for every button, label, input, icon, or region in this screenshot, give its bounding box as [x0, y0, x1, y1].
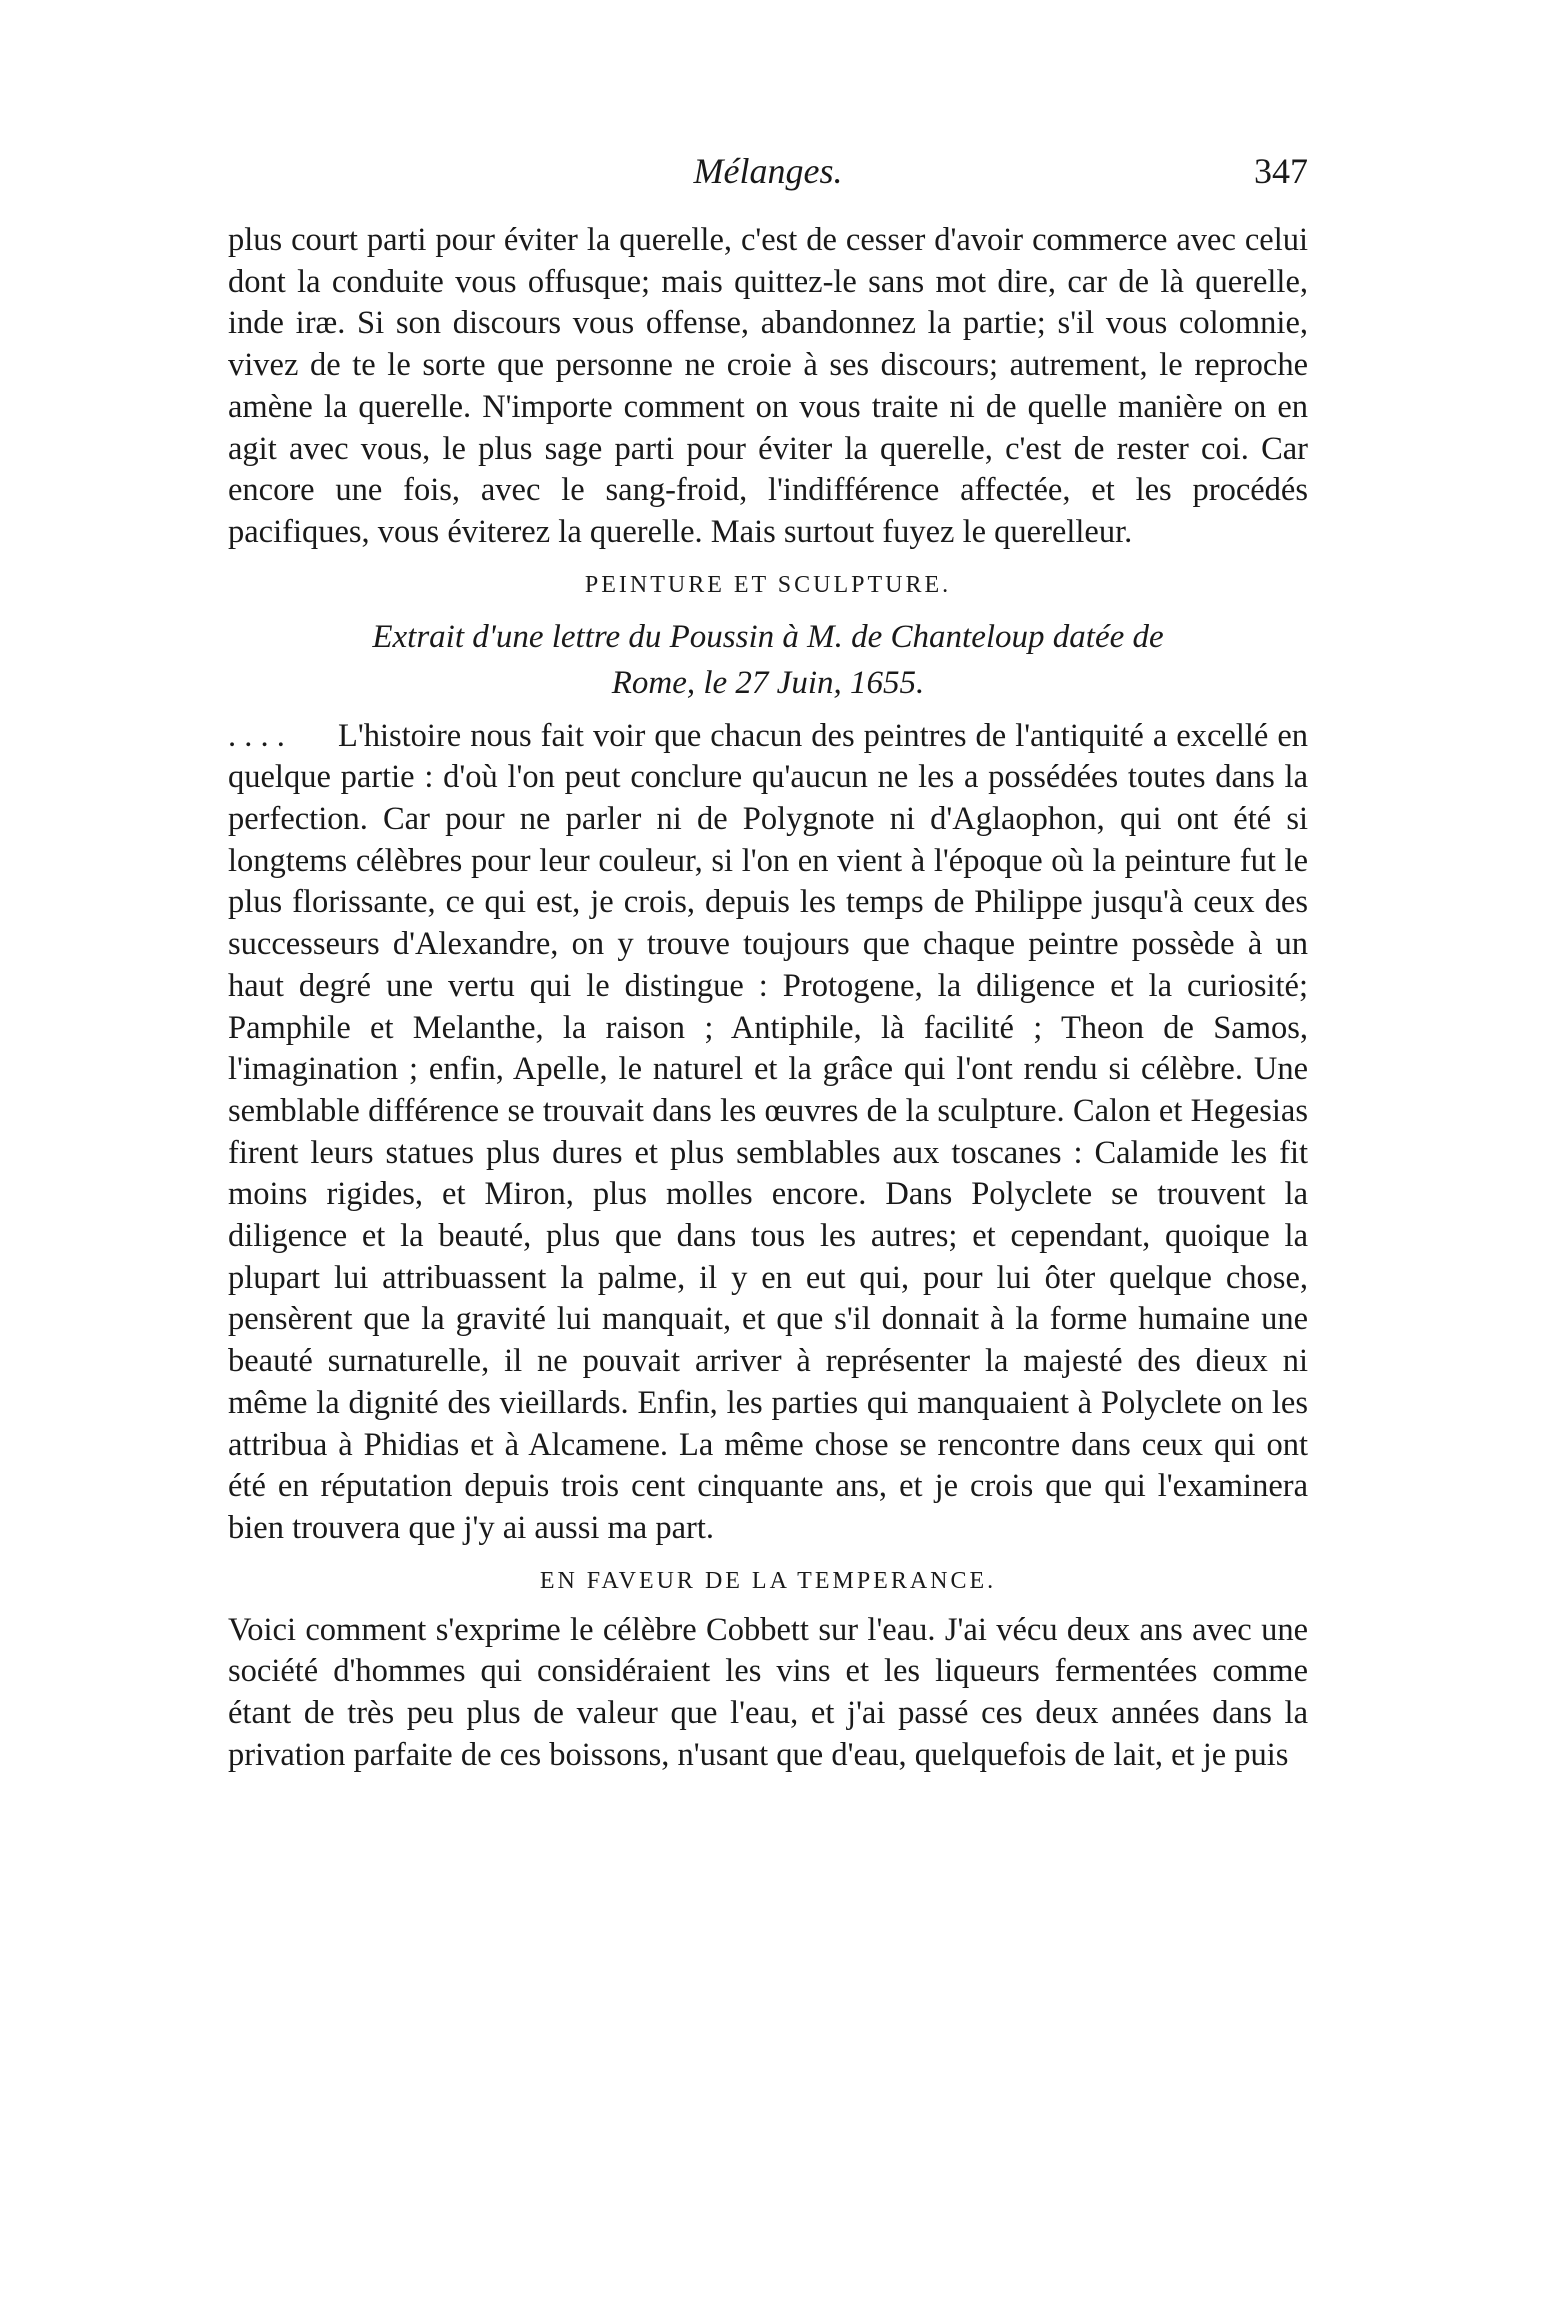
- temperance-paragraph: Voici comment s'exprime le célèbre Cobbett sur l'eau. J'ai vécu deux ans avec une société d'hommes qui considéraient les vins et les liqueurs fermentées comme étant de très peu plus de valeur que l'eau, et j'ai passé ces deux années dans la privation parfaite de ces boissons, n'usant que d'eau, quelquefois de lait, et je puis: [228, 1611, 1308, 1773]
- letter-subtitle-line-2: Rome, le 27 Juin, 1655.: [611, 664, 925, 701]
- painting-paragraph-text: L'histoire nous fait voir que chacun des peintres de l'antiquité a excellé en quelque partie : d'où l'on peut conclure qu'aucun ne les a possédées toutes dans la perfection. Car pour ne parler ni de Polygnote ni d'Aglaophon, qui ont été si longtems célèbres pour leur couleur, si l'on en vient à l'époque où la peinture fut le plus florissante, ce qui est, je crois, depuis les temps de Philippe jusqu'à ceux des successeurs d'Alexandre, on y trouve toujours que chaque peintre possède à un haut degré une vertu qui le distingue : Protogene, la diligence et la curiosité; Pamphile et Melanthe, la raison ; Antiphile, là facilité ; Theon de Samos, l'imagination ; enfin, Apelle, le naturel et la grâce qui l'ont rendu si célèbre. Une semblable différence se trouvait dans les œuvres de la sculpture. Calon et Hegesias firent leurs statues plus dures et plus semblables aux toscanes : Calamide les fit moins rigides, et Miron, plus molles encore. Dans Polyclete se trouvent la diligence et la beauté, plus que dans tous les autres; et cependant, quoique la plupart lui attribuassent la palme, il y en eut qui, pour lui ôter quelque chose, pensèrent que la gravité lui manquait, et que s'il donnait à la forme humaine une beauté surnaturelle, il ne pouvait arriver à représenter la majesté des dieux ni même la dignité des vieillards. Enfin, les parties qui manquaient à Polyclete on les attribua à Phidias et à Alcamene. La même chose se rencontre dans ceux qui ont été en réputation depuis trois cent cinquante ans, et je crois que qui l'examinera bien trouvera que j'y ai aussi ma part.: [228, 717, 1308, 1546]
- running-title: Mélanges.: [693, 151, 843, 191]
- section-heading-temperance: EN FAVEUR DE LA TEMPERANCE.: [539, 1567, 997, 1594]
- ellipsis-lead: . . . .: [228, 717, 285, 754]
- painting-paragraph: [228, 716, 1308, 1550]
- page-header: [228, 150, 1308, 210]
- page-number: 347: [1254, 151, 1308, 191]
- letter-subtitle-line-1: Extrait d'une lettre du Poussin à M. de Chanteloup datée de: [372, 618, 1164, 655]
- letter-subtitle: [228, 614, 1308, 706]
- book-page: [228, 150, 1308, 1777]
- intro-paragraph: plus court parti pour éviter la querelle, c'est de cesser d'avoir commerce avec celui dont la conduite vous offusque; mais quittez-le sans mot dire, car de là querelle, inde iræ. Si son discours vous offense, abandonnez la partie; s'il vous colomnie, vivez de te le sorte que personne ne croie à ses discours; autrement, le reproche amène la querelle. N'importe comment on vous traite ni de quelle manière on en agit avec vous, le plus sage parti pour éviter la querelle, c'est de rester coi. Car encore une fois, avec le sang-froid, l'indifférence affectée, et les procédés pacifiques, vous éviterez la querelle. Mais surtout fuyez le querelleur.: [228, 222, 1308, 550]
- section-heading-painting: PEINTURE ET SCULPTURE.: [584, 571, 952, 598]
